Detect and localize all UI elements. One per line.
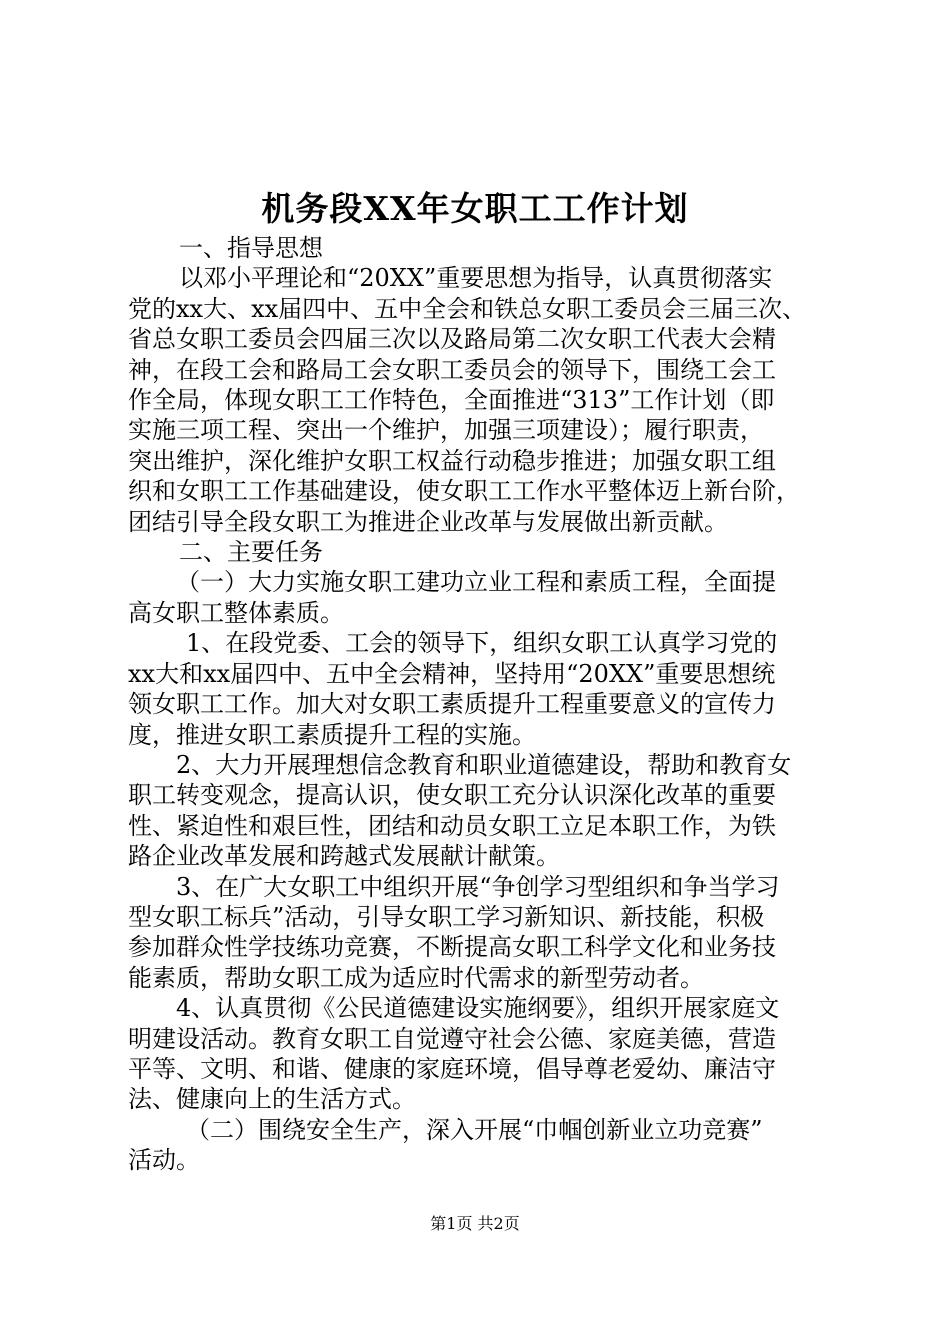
paragraph-line: 高女职工整体素质。 (128, 598, 344, 627)
paragraph-line: 路企业改革发展和跨越式发展献计献策。 (128, 842, 560, 871)
paragraph-line: 作全局，体现女职工工作特色，全面推进“313”工作计划（即 (128, 386, 775, 415)
paragraph-line: 织和女职工工作基础建设，使女职工工作水平整体迈上新台阶， (128, 477, 800, 506)
paragraph-line: 职工转变观念，提高认识，使女职工充分认识深化改革的重要 (128, 781, 776, 810)
paragraph-line: 突出维护，深化维护女职工权益行动稳步推进；加强女职工组 (128, 446, 776, 475)
paragraph-line: 能素质，帮助女职工成为适应时代需求的新型劳动者。 (128, 963, 704, 992)
paragraph-line: 4、认真贯彻《公民道德建设实施纲要》，组织开展家庭文 (176, 994, 780, 1023)
paragraph-line: 平等、文明、和谐、健康的家庭环境，倡导尊老爱幼、廉洁守 (128, 1054, 776, 1083)
paragraph-line: 实施三项工程、突出一个维护，加强三项建设）；履行职责， (128, 416, 764, 445)
page-number-footer: 第1页 共2页 (430, 1214, 520, 1233)
paragraph-line: 法、健康向上的生活方式。 (128, 1085, 416, 1114)
paragraph-line: 团结引导全段女职工为推进企业改革与发展做出新贡献。 (128, 507, 728, 536)
paragraph-line: 度，推进女职工素质提升工程的实施。 (128, 720, 536, 749)
paragraph-line: 神，在段工会和路局工会女职工委员会的领导下，围绕工会工 (128, 355, 776, 384)
paragraph-line: 领女职工工作。加大对女职工素质提升工程重要意义的宣传力 (128, 690, 776, 719)
paragraph-line: （二）围绕安全生产，深入开展“巾帼创新业立功竞赛” (186, 1115, 763, 1144)
paragraph-line: 型女职工标兵”活动，引导女职工学习新知识、新技能，积极 (128, 902, 765, 931)
paragraph-line: 1、在段党委、工会的领导下，组织女职工认真学习党的 (186, 629, 778, 658)
paragraph-line: 省总女职工委员会四届三次以及路局第二次女职工代表大会精 (128, 325, 776, 354)
paragraph-line: 活动。 (128, 1146, 200, 1175)
paragraph-line: 3、在广大女职工中组织开展“争创学习型组织和争当学习 (176, 872, 780, 901)
paragraph-line: xx大和xx届四中、五中全会精神，坚持用“20XX”重要思想统 (128, 659, 776, 688)
section-heading: 一、指导思想 (179, 234, 323, 262)
document-body (128, 233, 838, 1176)
paragraph-line: （一）大力实施女职工建功立业工程和素质工程，全面提 (176, 568, 776, 597)
section-heading: 二、主要任务 (179, 538, 323, 567)
paragraph-line: 2、大力开展理想信念教育和职业道德建设，帮助和教育女 (176, 750, 792, 779)
paragraph-line: 明建设活动。教育女职工自觉遵守社会公德、家庭美德，营造 (128, 1024, 776, 1053)
paragraph-line: 党的xx大、xx届四中、五中全会和铁总女职工委员会三届三次、 (128, 294, 807, 323)
paragraph-line: 性、紧迫性和艰巨性，团结和动员女职工立足本职工作，为铁 (128, 811, 776, 840)
paragraph-line: 以邓小平理论和“20XX”重要思想为指导，认真贯彻落实 (179, 264, 773, 293)
document-title: 机务段XX年女职工工作计划 (261, 189, 689, 228)
paragraph-line: 参加群众性学技练功竞赛，不断提高女职工科学文化和业务技 (128, 933, 776, 962)
